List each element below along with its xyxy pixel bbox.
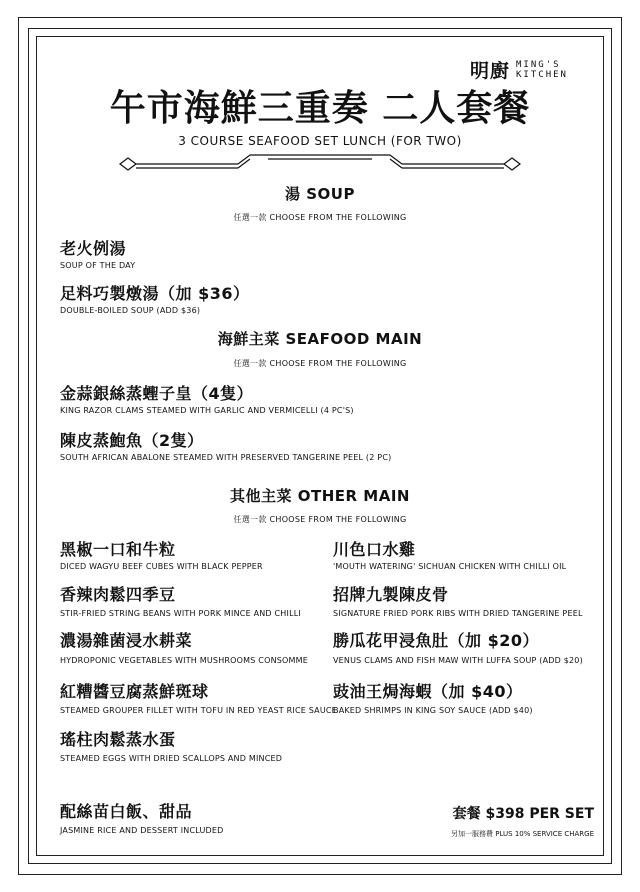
other-item-name: 勝瓜花甲浸魚肚（加 $20） — [333, 631, 539, 650]
other-item-desc: DICED WAGYU BEEF CUBES WITH BLACK PEPPER — [60, 562, 263, 571]
other-main-choose-note: 任選一款 CHOOSE FROM THE FOLLOWING — [233, 515, 407, 524]
other-item-desc: STIR-FRIED STRING BEANS WITH PORK MINCE AND CHILLI — [60, 609, 301, 618]
other-main-heading: 其他主菜 OTHER MAIN — [230, 487, 410, 505]
set-price: 套餐 $398 PER SET — [452, 806, 594, 822]
menu-title: 午市海鮮三重奏 二人套餐 — [109, 88, 531, 129]
seafood-item-desc: KING RAZOR CLAMS STEAMED WITH GARLIC AND VERMICELLI (4 PC'S) — [60, 406, 354, 415]
included-items: 配絲苗白飯、甜品 — [60, 802, 193, 821]
logo-english-name — [516, 60, 568, 80]
other-item-desc: HYDROPONIC VEGETABLES WITH MUSHROOMS CONSOMME — [60, 656, 308, 665]
other-item-desc: STEAMED GROUPER FILLET WITH TOFU IN RED YEAST RICE SAUCE — [60, 706, 337, 715]
other-item-desc: VENUS CLAMS AND FISH MAW WITH LUFFA SOUP (ADD $20) — [333, 656, 583, 665]
service-charge-note: 另加一服務費 PLUS 10% SERVICE CHARGE — [451, 830, 594, 838]
logo-en-line1: MING'S — [516, 59, 561, 70]
seafood-item-name: 金蒜銀絲蒸蟶子皇（4隻） — [60, 384, 254, 403]
other-item-name: 黑椒一口和牛粒 — [60, 540, 176, 559]
other-item-name: 豉油王焗海蝦（加 $40） — [333, 682, 523, 701]
soup-item-name: 老火例湯 — [60, 239, 127, 258]
soup-heading: 湯 SOUP — [285, 185, 355, 203]
seafood-item-desc: SOUTH AFRICAN ABALONE STEAMED WITH PRESERVED TANGERINE PEEL (2 PC) — [60, 453, 392, 462]
other-item-name: 瑤柱肉鬆蒸水蛋 — [60, 730, 176, 749]
other-item-name: 濃湯雜菌浸水耕菜 — [60, 631, 193, 650]
restaurant-logo — [470, 56, 568, 83]
other-item-desc: BAKED SHRIMPS IN KING SOY SAUCE (ADD $40) — [333, 706, 533, 715]
other-item-desc: STEAMED EGGS WITH DRIED SCALLOPS AND MINCED — [60, 754, 283, 763]
other-item-name: 紅糟醬豆腐蒸鮮斑球 — [60, 682, 209, 701]
seafood-choose-note: 任選一款 CHOOSE FROM THE FOLLOWING — [233, 359, 407, 368]
menu-subtitle: 3 COURSE SEAFOOD SET LUNCH (FOR TWO) — [178, 134, 462, 148]
other-item-name: 招牌九製陳皮骨 — [333, 585, 449, 604]
logo-chinese-name: 明廚 — [470, 60, 511, 82]
soup-item-name: 足料巧製燉湯（加 $36） — [60, 284, 250, 303]
other-item-name: 香辣肉鬆四季豆 — [60, 585, 176, 604]
seafood-item-name: 陳皮蒸鮑魚（2隻） — [60, 431, 204, 450]
other-item-name: 川色口水雞 — [333, 540, 416, 559]
other-item-desc: 'MOUTH WATERING' SICHUAN CHICKEN WITH CHILLI OIL — [333, 562, 567, 571]
soup-item-desc: SOUP OF THE DAY — [60, 261, 136, 270]
soup-item-desc: DOUBLE-BOILED SOUP (ADD $36) — [60, 306, 201, 315]
logo-en-line2: KITCHEN — [516, 69, 568, 80]
art-deco-divider — [118, 150, 522, 180]
included-items-desc: JASMINE RICE AND DESSERT INCLUDED — [60, 826, 224, 835]
other-item-desc: SIGNATURE FRIED PORK RIBS WITH DRIED TANGERINE PEEL — [333, 609, 583, 618]
soup-choose-note: 任選一款 CHOOSE FROM THE FOLLOWING — [233, 213, 407, 222]
seafood-heading: 海鮮主菜 SEAFOOD MAIN — [217, 330, 423, 348]
